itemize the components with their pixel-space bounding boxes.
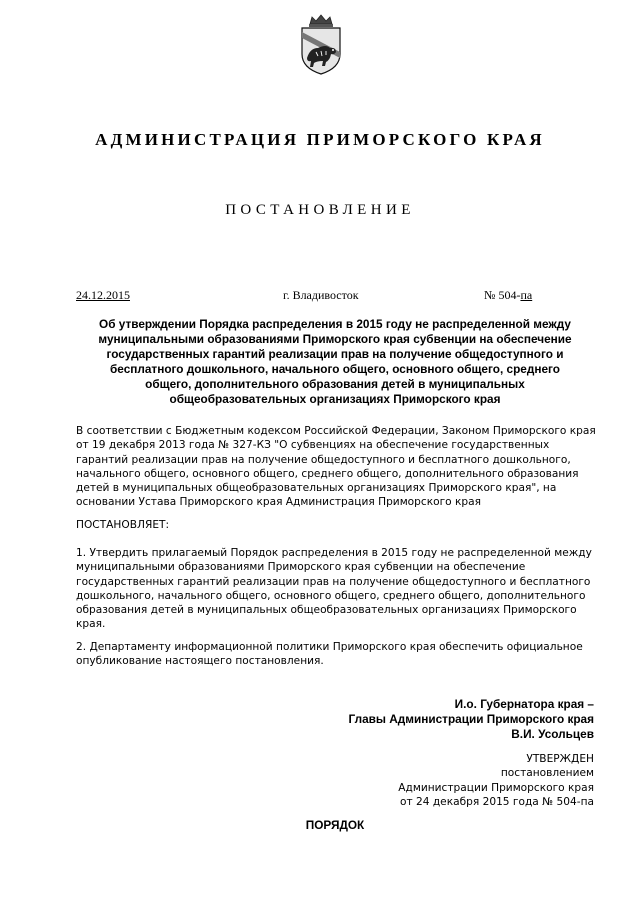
title-line: бесплатного дошкольного, начального общего, основного общего, среднего bbox=[110, 362, 560, 376]
approval-line: от 24 декабря 2015 года № 504-па bbox=[399, 795, 594, 808]
approval-stamp-block bbox=[398, 752, 594, 809]
document-number bbox=[484, 288, 532, 303]
item1-line: муниципальными образованиями Приморского края субвенции на обеспечение bbox=[76, 561, 526, 574]
approval-line: постановлением bbox=[500, 767, 594, 780]
signature-block bbox=[349, 697, 595, 742]
item2-line: опубликование настоящего постановления. bbox=[76, 655, 324, 668]
preamble-line: основании Устава Приморского края Администрация Приморского края bbox=[76, 496, 481, 509]
signature-line: В.И. Усольцев bbox=[511, 727, 594, 741]
preamble-paragraph bbox=[76, 424, 606, 510]
preamble-line: В соответствии с Бюджетным кодексом Российской Федерации, Законом Приморского края bbox=[76, 425, 596, 437]
preamble-line: начального общего, основного общего, среднего общего, дополнительного образования bbox=[76, 467, 579, 480]
document-city: г. Владивосток bbox=[283, 288, 359, 302]
organization-title: АДМИНИСТРАЦИЯ ПРИМОРСКОГО КРАЯ bbox=[95, 130, 545, 149]
document-number-prefix: № 504- bbox=[484, 288, 521, 302]
item1-line: 1. Утвердить прилагаемый Порядок распределения в 2015 году не распределенной между bbox=[76, 547, 592, 559]
title-line: муниципальными образованиями Приморского края субвенции на обеспечение bbox=[98, 332, 572, 346]
document-type: ПОСТАНОВЛЕНИЕ bbox=[225, 202, 415, 218]
item1-line: края. bbox=[76, 618, 106, 631]
preamble-line: от 19 декабря 2013 года № 327-КЗ "О субвенциях на обеспечение государственных bbox=[76, 439, 550, 452]
approval-line: Администрации Приморского края bbox=[398, 781, 594, 794]
title-line: общего, дополнительного образования детей в муниципальных bbox=[145, 377, 525, 391]
signature-line: Главы Администрации Приморского края bbox=[348, 712, 594, 726]
document-date: 24.12.2015 bbox=[76, 288, 130, 302]
decree-title bbox=[70, 317, 600, 407]
title-line: Об утверждении Порядка распределения в 2015 году не распределенной между bbox=[99, 317, 571, 331]
decree-item-2 bbox=[76, 640, 606, 669]
item1-line: образования детей в муниципальных общеобразовательных организациях Приморского bbox=[76, 604, 577, 617]
item2-line: 2. Департаменту информационной политики Приморского края обеспечить официальное bbox=[76, 641, 583, 653]
document-number-suffix: па bbox=[520, 288, 533, 302]
approval-line: УТВЕРЖДЕН bbox=[526, 753, 594, 765]
order-title: ПОРЯДОК bbox=[305, 818, 365, 832]
preamble-line: детей в муниципальных общеобразовательных организациях Приморского края", на bbox=[76, 482, 557, 495]
primorsky-coat-of-arms-icon bbox=[296, 14, 346, 76]
signature-line: И.о. Губернатора края – bbox=[454, 697, 594, 711]
resolves-text: ПОСТАНОВЛЯЕТ: bbox=[76, 519, 170, 531]
resolves-heading bbox=[76, 518, 606, 532]
title-line: государственных гарантий реализации прав на получение общедоступного и bbox=[106, 347, 564, 361]
title-line: общеобразовательных организациях Приморского края bbox=[169, 392, 501, 406]
decree-item-1 bbox=[76, 546, 606, 632]
item1-line: дошкольного, начального общего, основного общего, среднего общего, дополнительного bbox=[76, 589, 586, 602]
item1-line: государственных гарантий реализации прав на получение общедоступного и бесплатного bbox=[76, 575, 591, 588]
preamble-line: гарантий реализации прав на получение общедоступного и бесплатного дошкольного, bbox=[76, 453, 571, 466]
